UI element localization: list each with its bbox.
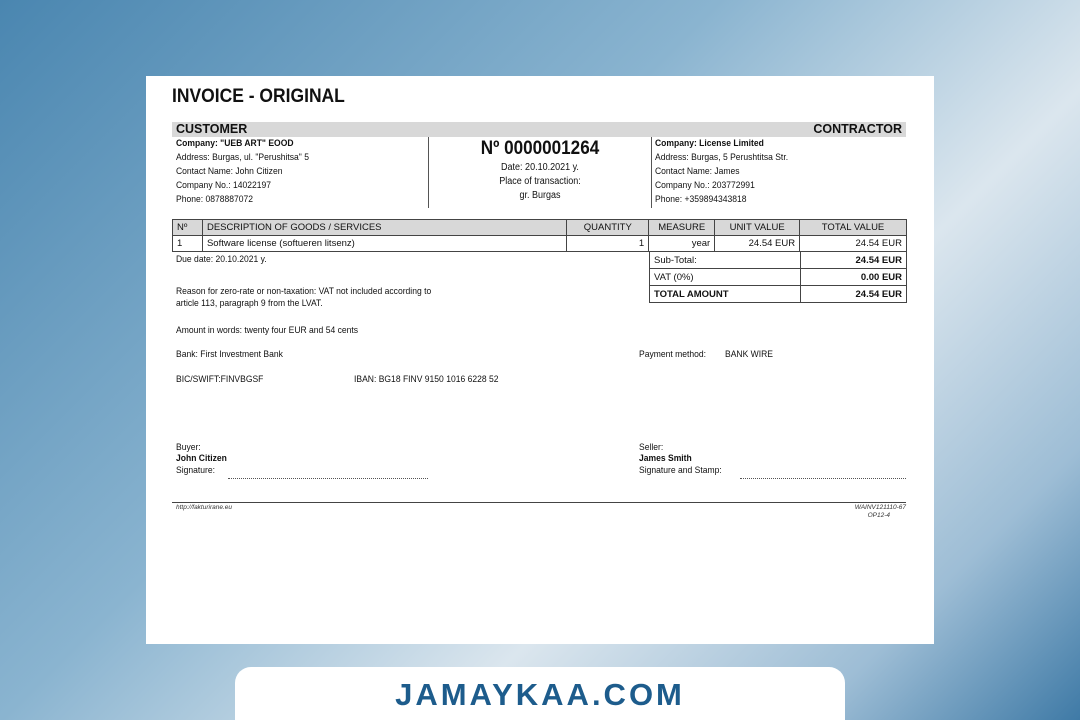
- footer-url: http://fakturirane.eu: [176, 504, 233, 511]
- items-header-row: [173, 220, 907, 236]
- table-row: [173, 236, 907, 252]
- buyer-signature-line: [228, 478, 428, 479]
- items-table: [172, 219, 907, 252]
- buyer-label: Buyer:: [176, 442, 201, 453]
- contractor-label: CONTRACTOR: [813, 122, 902, 136]
- site-name: JAMAYKAA.COM: [395, 677, 685, 712]
- customer-label: CUSTOMER: [176, 122, 248, 136]
- col-total-value: TOTAL VALUE: [800, 220, 907, 236]
- subtotal-row: [650, 252, 907, 269]
- total-row: [650, 286, 907, 303]
- total-value: 24.54 EUR: [801, 286, 907, 303]
- site-banner: [235, 667, 845, 720]
- vat-value: 0.00 EUR: [801, 269, 907, 286]
- totals-table: [649, 251, 907, 303]
- due-date: Due date: 20.10.2021 y.: [176, 254, 267, 265]
- contractor-contact: Contact Name: James: [655, 166, 740, 177]
- customer-company-no: Company No.: 14022197: [176, 180, 272, 191]
- item-measure: year: [649, 236, 715, 252]
- bic-swift: BIC/SWIFT:FINVBGSF: [176, 374, 264, 385]
- buyer-name: John Citizen: [176, 453, 227, 464]
- vat-row: [650, 269, 907, 286]
- contractor-address: Address: Burgas, 5 Perushtitsa Str.: [655, 152, 789, 163]
- customer-contact: Contact Name: John Citizen: [176, 166, 283, 177]
- invoice-number: Nº 0000001264: [480, 138, 600, 159]
- seller-signature-line: [740, 478, 906, 479]
- customer-phone: Phone: 0878887072: [176, 194, 254, 205]
- subtotal-label: Sub-Total:: [650, 252, 801, 269]
- amount-in-words: Amount in words: twenty four EUR and 54 cents: [176, 325, 359, 336]
- contractor-phone: Phone: +359894343818: [655, 194, 747, 205]
- subtotal-value: 24.54 EUR: [801, 252, 907, 269]
- customer-address: Address: Burgas, ul. "Perushitsa" 5: [176, 152, 309, 163]
- col-description: DESCRIPTION OF GOODS / SERVICES: [202, 220, 566, 236]
- customer-details: [176, 137, 324, 207]
- invoice-page: [146, 76, 934, 644]
- vat-label: VAT (0%): [650, 269, 801, 286]
- item-total-value: 24.54 EUR: [800, 236, 907, 252]
- iban: IBAN: BG18 FINV 9150 1016 6228 52: [354, 374, 499, 385]
- party-header-bar: [172, 122, 906, 137]
- seller-signature-label: Signature and Stamp:: [639, 465, 722, 476]
- total-label: TOTAL AMOUNT: [650, 286, 801, 303]
- bank-name: Bank: First Investment Bank: [176, 349, 283, 360]
- footer-code-1: WAINV121110-67: [854, 504, 906, 511]
- reason-line-1: Reason for zero-rate or non-taxation: VAT not included according to: [176, 286, 432, 297]
- buyer-signature-label: Signature:: [176, 465, 215, 476]
- col-measure: MEASURE: [649, 220, 715, 236]
- payment-method-value: BANK WIRE: [725, 349, 773, 360]
- item-quantity: 1: [567, 236, 649, 252]
- invoice-meta: [429, 137, 651, 203]
- divider-right: [651, 137, 652, 208]
- footer-code-2: OP12-4: [867, 512, 890, 519]
- contractor-details: [655, 137, 803, 207]
- contractor-company: Company: License Limited: [655, 138, 764, 149]
- place-value: gr. Burgas: [519, 190, 561, 201]
- item-no: 1: [173, 236, 203, 252]
- place-label: Place of transaction:: [499, 176, 581, 187]
- payment-method-label: Payment method:: [639, 349, 707, 360]
- col-quantity: QUANTITY: [567, 220, 649, 236]
- seller-label: Seller:: [639, 442, 664, 453]
- item-unit-value: 24.54 EUR: [715, 236, 800, 252]
- col-no: Nº: [173, 220, 203, 236]
- seller-name: James Smith: [639, 453, 692, 464]
- invoice-title: INVOICE - ORIGINAL: [172, 86, 345, 107]
- invoice-date: Date: 20.10.2021 y.: [501, 162, 579, 173]
- reason-line-2: article 113, paragraph 9 from the LVAT.: [176, 298, 323, 309]
- customer-company: Company: "UEB ART" EOOD: [176, 138, 294, 149]
- footer-divider: [172, 502, 906, 503]
- contractor-company-no: Company No.: 203772991: [655, 180, 755, 191]
- item-description: Software license (softueren litsenz): [202, 236, 566, 252]
- col-unit-value: UNIT VALUE: [715, 220, 800, 236]
